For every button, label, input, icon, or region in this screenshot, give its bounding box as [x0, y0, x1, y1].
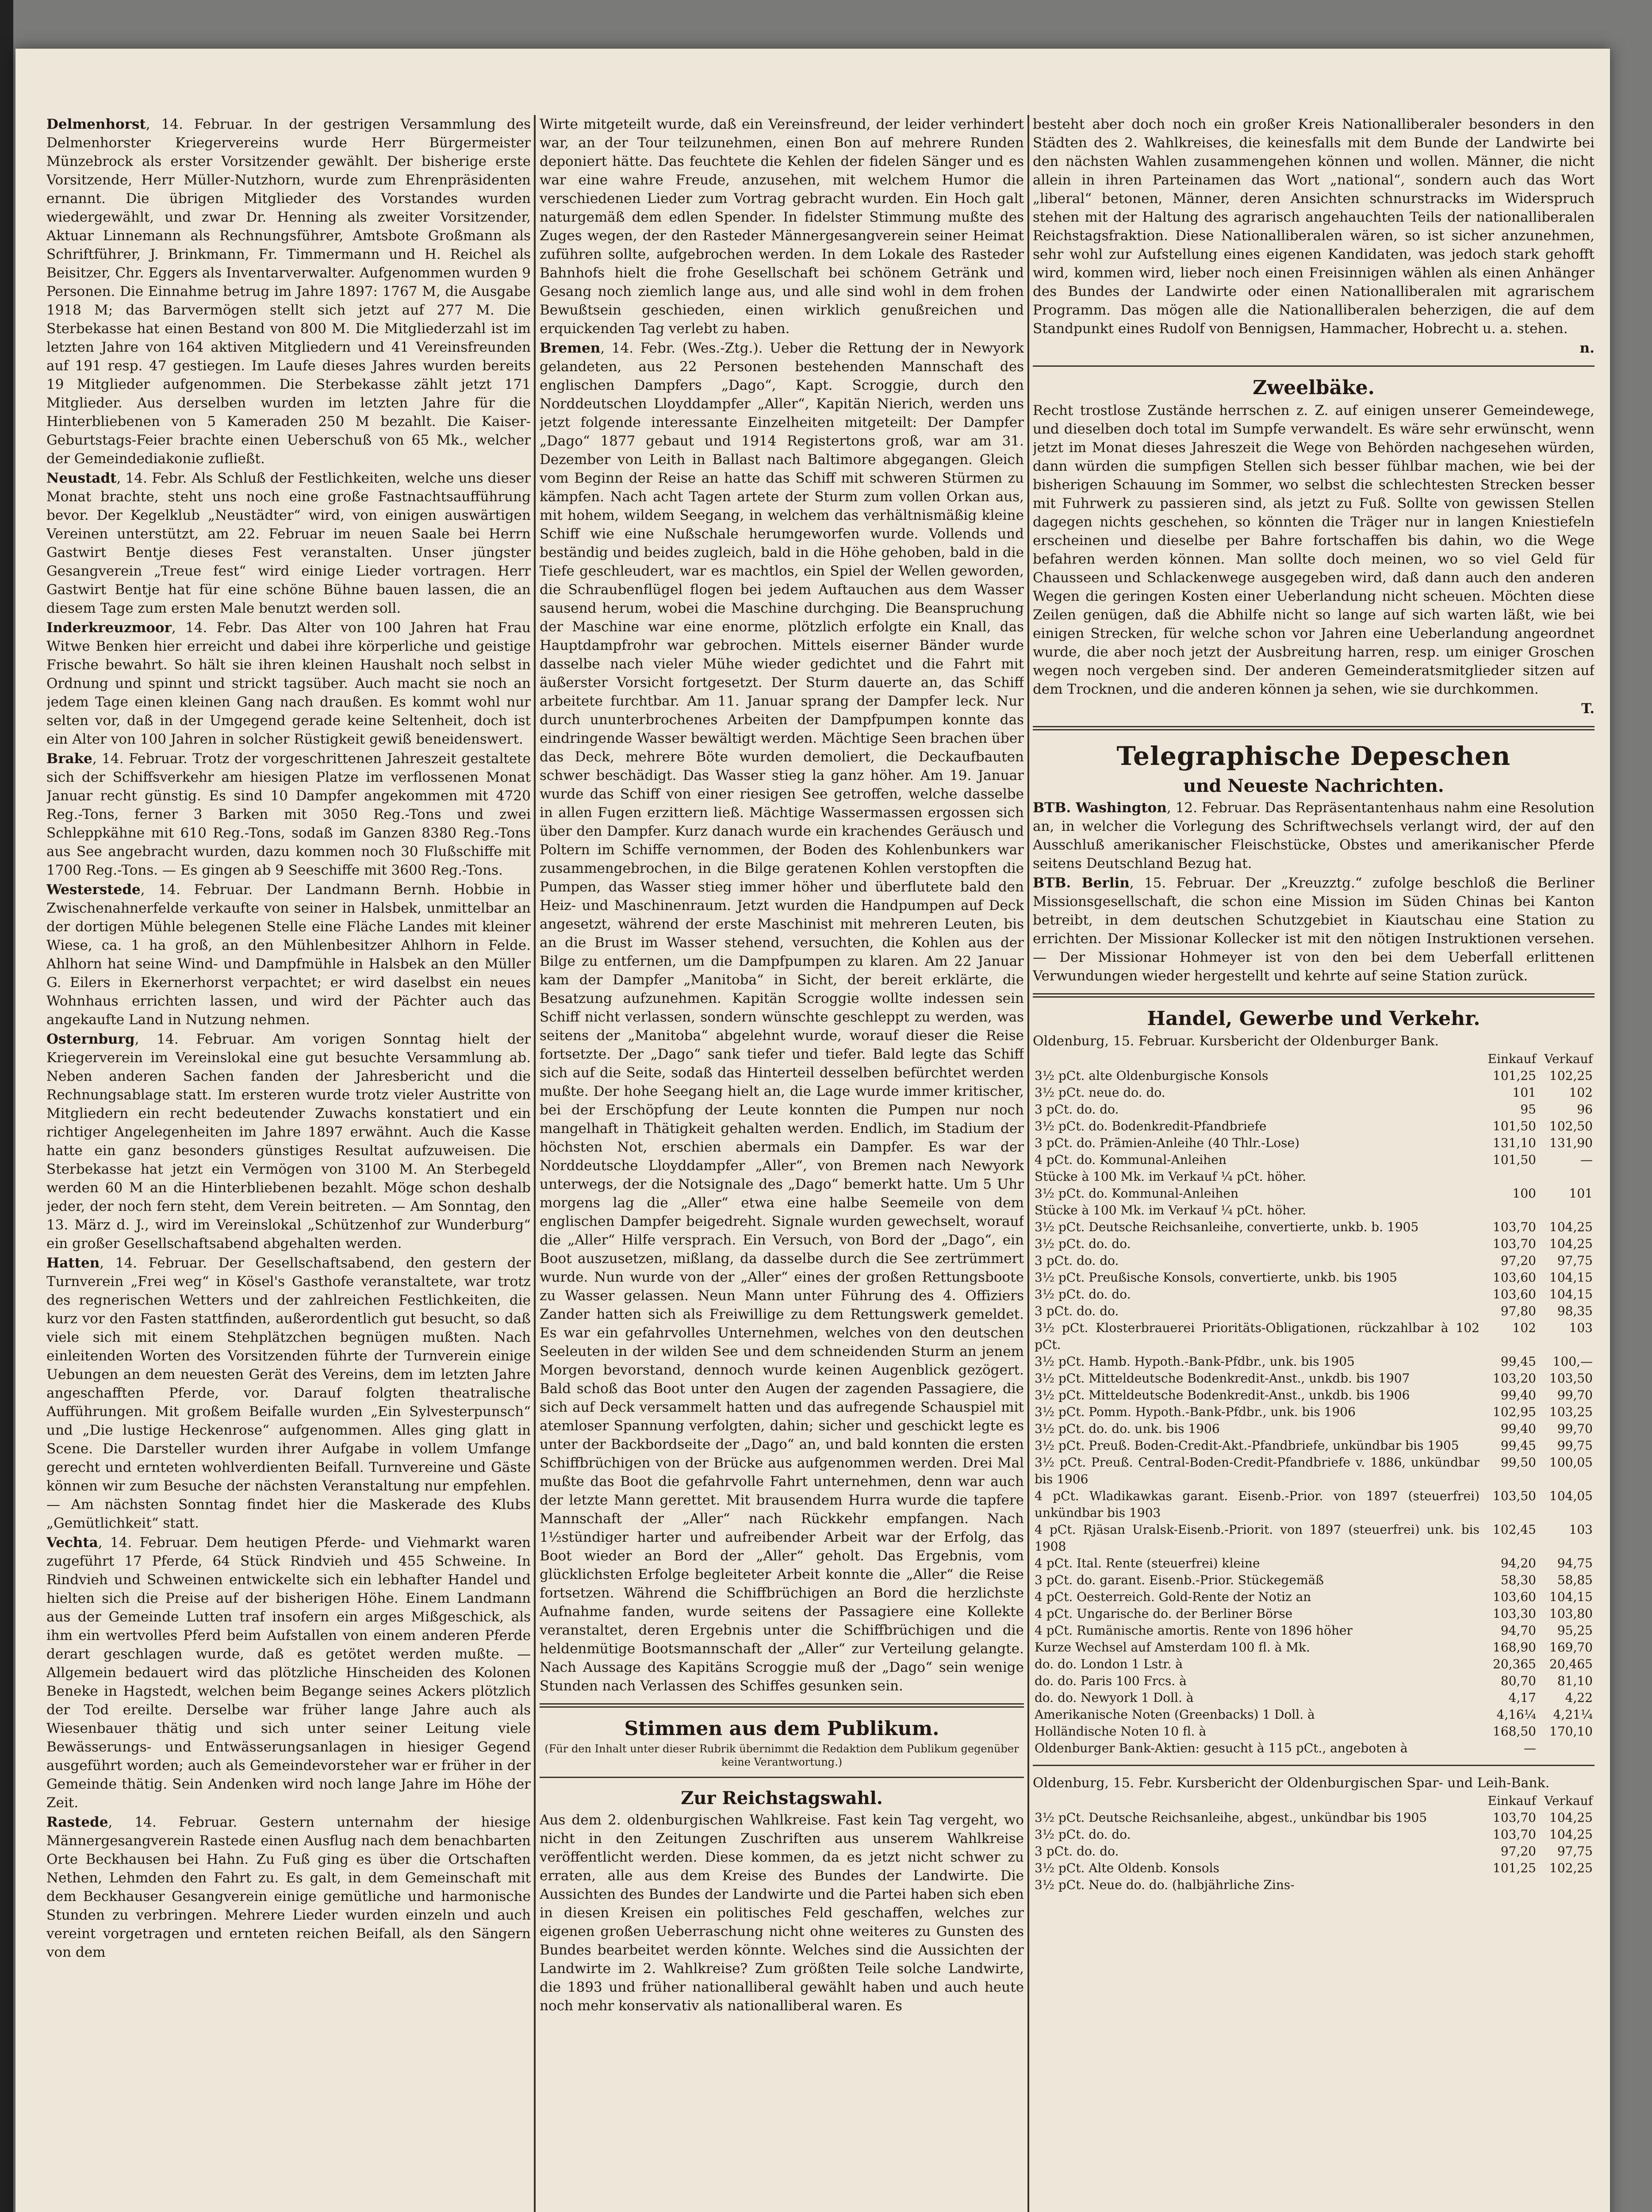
security-name: do. do. London 1 Lstr. à	[1035, 1657, 1183, 1671]
table-row	[1033, 1656, 1595, 1673]
sell-price	[1538, 1168, 1595, 1185]
sell-price: 169,70	[1549, 1640, 1593, 1655]
buy-price: 168,50	[1493, 1724, 1536, 1739]
buy-price: 100	[1512, 1186, 1536, 1201]
sell-price: 104,15	[1549, 1270, 1593, 1285]
security-name: 3½ pCt. do. Kommunal-Anleihen	[1035, 1186, 1239, 1201]
security-name: 4 pCt. Rumänische amortis. Rente von 1896 höher	[1035, 1623, 1353, 1638]
buy-price: 95	[1520, 1102, 1536, 1117]
sell-price: 104,15	[1549, 1590, 1593, 1604]
article-text: , 15. Februar. Der „Kreuzztg.“ zufolge beschloß die Berliner Missionsgesellschaft, die schon eine Mission im Süden Chinas bei Kanton betreibt, in dem deutschen Schutzgebiet in Kiautschau eine Station zu errichten. Der Missionar Kollecker ist mit den nötigen Instruktionen versehen. — Der Missionar Hohmeyer ist von den bei dem Ueberfall erlittenen Verwundungen wieder hergestellt und kehrte auf seine Station zurück.	[1033, 875, 1595, 984]
security-name: 3½ pCt. Klosterbrauerei Prioritäts-Obligationen, rückzahlbar à 102 pCt.	[1035, 1321, 1480, 1352]
buy-price: 94,20	[1500, 1556, 1536, 1571]
column-3	[1033, 115, 1595, 2212]
table-row	[1033, 1370, 1595, 1387]
section-divider	[1033, 993, 1595, 998]
table-row	[1033, 1673, 1595, 1690]
sell-price: 102,25	[1549, 1861, 1593, 1875]
column-1	[46, 115, 531, 2212]
table-header: Verkauf	[1544, 1793, 1593, 1808]
buy-price: 102	[1512, 1321, 1536, 1335]
table-row	[1033, 1219, 1595, 1236]
zweelbaeke-heading: Zweelbäke.	[1253, 376, 1375, 399]
article-text: , 12. Februar. Das Repräsentantenhaus nahm eine Resolution an, in welcher die Vorlegung des Schriftwechsels verlangt wird, der auf den Ausschluß amerikanischer Fleischstücke, Obstes und amerikanischer Pferde seitens Deutschland Bezug hat.	[1033, 800, 1595, 872]
buy-price: 101,50	[1493, 1119, 1536, 1133]
buy-price: 97,80	[1500, 1304, 1536, 1318]
reichstagswahl-continued: besteht aber doch noch ein großer Kreis Nationalliberaler besonders in den Städten des 2. Wahlkreises, die keinesfalls mit dem Bunde der Landwirte bei den nächsten Wahlen zusammengehen können und wollen. Männer, die nicht allein in ihren Parteinamen das Wort „national“, sondern auch das Wort „liberal“ betonen, Männer, deren Ansichten schnurstracks im Widerspruch stehen mit der Haltung des agrarisch angehauchten Teils der nationalliberalen Reichstagsfraktion. Diese Nationalliberalen wären, so ist sicher anzunehmen, sehr wohl zur Aufstellung eines eigenen Kandidaten, was jedoch stark gehofft wird, kommen wird, lieber noch einen Freisinnigen wählen als einen Anhänger des Bundes der Landwirte oder einen Nationalliberalen mit agrarischem Programm. Das mögen alle die Nationalliberalen beherzigen, die auf dem Standpunkt eines Rudolf von Bennigsen, Hammacher, Hobrecht u. a. stehen.	[1033, 116, 1595, 337]
article-text: , 14. Febr. Das Alter von 100 Jahren hat Frau Witwe Benken hier erreicht und dabei ihre körperliche und geistige Frische bewahrt. So hält sie ihren kleinen Haushalt noch selbst in Ordnung und spinnt und strickt tagsüber. Auch macht sie noch an jedem Tage einen kleinen Gang nach draußen. Es kommt wohl nur selten vor, daß in der Umgegend gerade keine Seltenheit, doch ist ein Alter von 100 Jahren in solcher Rüstigkeit gewiß beneidenswert.	[46, 620, 531, 747]
divider	[540, 1777, 1024, 1778]
news-article	[46, 749, 531, 879]
table-row	[1033, 1236, 1595, 1252]
article-place: BTB. Washington	[1033, 800, 1167, 816]
buy-price: 99,40	[1500, 1388, 1536, 1402]
news-article	[46, 1254, 531, 1532]
buy-price	[1481, 1168, 1538, 1185]
author-sign: n.	[1579, 340, 1595, 356]
buy-price: 101,25	[1493, 1068, 1536, 1083]
buy-price: 97,20	[1500, 1844, 1536, 1859]
telegraph-subheading: und Neueste Nachrichten.	[1183, 776, 1444, 796]
security-name: 3½ pCt. Preußische Konsols, convertierte, unkb. bis 1905	[1035, 1270, 1397, 1285]
sell-price: —	[1580, 1152, 1593, 1167]
table-row	[1033, 1843, 1595, 1860]
security-name: Stücke à 100 Mk. im Verkauf ¼ pCt. höher.	[1035, 1203, 1307, 1217]
table-row	[1033, 1454, 1595, 1488]
table-row	[1033, 1740, 1595, 1757]
article-place: Rastede	[46, 1814, 108, 1830]
buy-price: 102,95	[1493, 1405, 1536, 1419]
article-place: Osternburg	[46, 1031, 135, 1047]
buy-price	[1481, 1202, 1538, 1219]
table-row	[1033, 1555, 1595, 1572]
security-name: 3 pCt. do. do.	[1035, 1304, 1119, 1318]
sell-price: 102	[1569, 1085, 1593, 1100]
sell-price: 103	[1569, 1321, 1593, 1335]
table-header: Einkauf	[1487, 1793, 1536, 1808]
security-name: 3½ pCt. Neue do. do. (halbjährliche Zins-	[1035, 1878, 1295, 1892]
section-divider	[1033, 726, 1595, 730]
table-row	[1033, 1135, 1595, 1152]
sell-price: 99,75	[1557, 1438, 1593, 1453]
sell-price: 101	[1569, 1186, 1593, 1201]
sell-price: 102,50	[1549, 1119, 1593, 1133]
security-name: 3½ pCt. Deutsche Reichsanleihe, convertierte, unkb. b. 1905	[1035, 1220, 1419, 1234]
buy-price: 103,20	[1493, 1371, 1536, 1386]
telegraph-heading: Telegraphische Depeschen	[1116, 741, 1511, 771]
article-place: BTB. Berlin	[1033, 875, 1130, 891]
table-row	[1033, 1404, 1595, 1421]
security-name: 3½ pCt. neue do. do.	[1035, 1085, 1165, 1100]
stimmen-section	[540, 1716, 1024, 2015]
article-text: , 14. Februar. Trotz der vorgeschrittenen Jahreszeit gestaltete sich der Schiffsverkehr am hiesigen Platze im verflossenen Monat Januar recht günstig. Es sind 10 Dampfer angekommen mit 4720 Reg.-Tons, ferner 3 Barken mit 3050 Reg.-Tons und zwei Schleppkähne mit 610 Reg.-Tons, sodaß im Ganzen 8380 Reg.-Tons aus See angebracht wurden, dazu kommen noch 30 Flußschiffe mit 1700 Reg.-Tons. — Es gingen ab 9 Seeschiffe mit 3600 Reg.-Tons.	[46, 751, 531, 878]
author-sign: T.	[1581, 701, 1595, 717]
table-header-row	[1033, 1793, 1595, 1809]
table-row	[1033, 1589, 1595, 1605]
buy-price: 103,30	[1493, 1606, 1536, 1621]
news-article	[1033, 874, 1595, 985]
security-name: 3½ pCt. do. do.	[1035, 1287, 1131, 1302]
sell-price: 131,90	[1549, 1136, 1593, 1150]
security-name: 4 pCt. Wladikawkas garant. Eisenb.-Prior. von 1897 (steuerfrei) unkündbar bis 1903	[1035, 1489, 1480, 1520]
sell-price: 100,05	[1549, 1455, 1593, 1470]
table-row	[1033, 1152, 1595, 1168]
buy-price: 103,70	[1493, 1827, 1536, 1842]
kursbericht-table	[1033, 1051, 1595, 1757]
kursbericht-title: Oldenburg, 15. Februar. Kursbericht der Oldenburger Bank.	[1033, 1033, 1439, 1049]
column-rule	[1027, 115, 1029, 2212]
buy-price: 58,30	[1500, 1573, 1536, 1587]
security-name: 3½ pCt. do. do.	[1035, 1827, 1131, 1842]
security-name: 4 pCt. Rjäsan Uralsk-Eisenb.-Priorit. von 1897 (steuerfrei) unk. bis 1908	[1035, 1522, 1480, 1554]
article-text: , 14. Februar. Der Landmann Bernh. Hobbie in Zwischenahnerfelde verkaufte von seiner in Halsbek, unmittelbar an der dortigen Mühle belegenen Stelle eine Fläche Landes mit kleiner Wiese, ca. 1 ha groß, an den Mühlenbesitzer Ahlhorn in Felde. Ahlhorn hat seine Wind- und Dampfmühle in Halsbek an den Müller G. Eilers in Ekernerhorst verpachtet; er wird daselbst ein neues Wohnhaus errichten lassen, und wird der Pächter auch das angekaufte Land in Nutzung nehmen.	[46, 882, 531, 1028]
table-row	[1033, 1639, 1595, 1656]
sell-price: 104,05	[1549, 1489, 1593, 1503]
security-name: 3½ pCt. do. Bodenkredit-Pfandbriefe	[1035, 1119, 1267, 1133]
zweelbaeke-text: Recht trostlose Zustände herrschen z. Z. auf einigen unserer Gemeindewege, und dieselben doch total im Sumpfe verwandelt. Es wäre sehr erwünscht, wenn jetzt im Monat dieses Jahreszeit die Wege von Behörden nachgesehen würden, dann würden die sumpfigen Stellen sich besser fühlbar machen, wie bei der bisherigen Schauung im Sommer, wo selbst die schlechtesten Strecken besser mit Fuhrwerk zu passieren sind, als jetzt zu Fuß. Sollte von gewissen Stellen dagegen nichts geschehen, so könnten die Träger nur in langen Kniestiefeln erscheinen und dieselbe per Bahre fortschaffen bis dahin, wo die Wege befahren werden können. Man sollte doch meinen, wo so viel Geld für Chausseen und Schlackenwege ausgegeben wird, daß dann auch den anderen Wegen die geringen Kosten einer Ueberlandung nicht scheuen. Möchten diese Zeilen genügen, daß die Abhilfe nicht so lange auf sich warten läßt, wie bei einigen Strecken, für welche schon vor Jahren eine Ueberlandung angeordnet wurde, die aber noch jetzt der Ausbreitung harren, resp. um einiger Groschen wegen noch vergeben sind. Der anderen Gemeinderatsmitglieder sitzen auf dem Trocknen, und die anderen können ja sehen, wie sie durchkommen.	[1033, 403, 1595, 697]
table-row	[1033, 1252, 1595, 1269]
table-row	[1033, 1877, 1595, 1893]
buy-price	[1481, 1877, 1538, 1893]
table-row	[1033, 1488, 1595, 1521]
table-row	[1033, 1826, 1595, 1843]
buy-price: 103,70	[1493, 1237, 1536, 1251]
buy-price: 101,50	[1493, 1152, 1536, 1167]
sell-price: 4,21¼	[1553, 1707, 1593, 1722]
table-row	[1033, 1269, 1595, 1286]
news-article	[540, 339, 1024, 1695]
security-name: 3½ pCt. Hamb. Hypoth.-Bank-Pfdbr., unk. bis 1905	[1035, 1354, 1355, 1369]
table-row	[1033, 1068, 1595, 1084]
buy-price: 103,70	[1493, 1810, 1536, 1825]
kursbericht2-table	[1033, 1793, 1595, 1893]
kursbericht2-title: Oldenburg, 15. Febr. Kursbericht der Oldenburgischen Spar- und Leih-Bank.	[1033, 1775, 1550, 1791]
table-row	[1033, 1387, 1595, 1404]
table-row	[1033, 1353, 1595, 1370]
buy-price: 101	[1512, 1085, 1536, 1100]
table-row	[1033, 1437, 1595, 1454]
sell-price: 4,22	[1565, 1690, 1593, 1705]
table-row	[1033, 1286, 1595, 1303]
table-row	[1033, 1101, 1595, 1118]
security-name: do. do. Newyork 1 Doll. à	[1035, 1690, 1194, 1705]
sell-price: 104,25	[1549, 1220, 1593, 1234]
telegraph-items	[1033, 799, 1595, 985]
security-name: Oldenburger Bank-Aktien: gesucht à 115 pCt., angeboten à	[1035, 1741, 1408, 1755]
table-row	[1033, 1202, 1595, 1219]
security-name: 3½ pCt. Pomm. Hypoth.-Bank-Pfdbr., unk. bis 1906	[1035, 1405, 1356, 1419]
sell-price: 96	[1577, 1102, 1593, 1117]
sell-price: 20,465	[1549, 1657, 1593, 1671]
table-row	[1033, 1605, 1595, 1622]
article-text: , 14. Februar. Am vorigen Sonntag hielt der Kriegerverein im Vereinslokal eine gut besuchte Versammlung ab. Neben anderen Sachen fanden der Jahresbericht und die Rechnungsablage statt. Im ersteren wurde trotz vieler Austritte von Mitgliedern ein recht bedeutender Zuwachs konstatiert und ein richtiger Angelegenheiten im Jahre 1897 erwähnt. Auch die Kasse hatte ein ganz besonders günstiges Resultat aufzuweisen. Die Sterbekasse hat jetzt ein Vermögen von 3100 M. An Sterbegeld werden 60 M an die Hinterbliebenen bezahlt. Möge schon deshalb jeder, der noch fern steht, dem Verein beitreten. — Am Sonntag, den 13. März d. J., wird im Vereinslokal „Schützenhof zur Wunderburg“ ein großer Gesellschaftsabend abgehalten werden.	[46, 1031, 531, 1252]
table-row	[1033, 1706, 1595, 1723]
buy-price: 103,60	[1493, 1287, 1536, 1302]
article-place: Brake	[46, 751, 92, 767]
buy-price: 20,365	[1493, 1657, 1536, 1671]
table-row	[1033, 1809, 1595, 1826]
news-article	[46, 1030, 531, 1253]
buy-price: 4,17	[1508, 1690, 1536, 1705]
news-article	[46, 618, 531, 749]
sell-price: 103	[1569, 1522, 1593, 1537]
sell-price	[1538, 1877, 1595, 1893]
table-row	[1033, 1421, 1595, 1437]
sell-price: 94,75	[1557, 1556, 1593, 1571]
buy-price: 97,20	[1500, 1253, 1536, 1268]
security-name: 4 pCt. Oesterreich. Gold-Rente der Notiz an	[1035, 1590, 1311, 1604]
sell-price: 99,70	[1557, 1388, 1593, 1402]
article-text: Wirte mitgeteilt wurde, daß ein Vereinsfreund, der leider verhindert war, an der Tour teilzunehmen, einen Bon auf mehrere Runden deponiert hätte. Das feuchtete die Kehlen der fidelen Sänger und es war eine wahre Freude, anzusehen, mit welchem Humor die verschiedenen Lieder zum Vortrag gebracht wurden. Ein Hoch galt naturgemäß dem edlen Spender. In fidelster Stimmung mußte des Zuges wegen, der den Rasteder Männergesangverein seiner Heimat zuführen sollte, aufgebrochen werden. In dem Lokale des Rasteder Bahnhofs hielt die frohe Gesellschaft bei schönem Getränk und Gesang noch ziemlich lange aus, und alle sind wohl in dem frohen Bewußtsein geschieden, einen wirklich genußreichen und erquickenden Tag verlebt zu haben.	[540, 116, 1024, 337]
buy-price: 101,25	[1493, 1861, 1536, 1875]
article-text: , 14. Febr. (Wes.-Ztg.). Ueber die Rettung der in Newyork gelandeten, aus 22 Personen bestehenden Mannschaft des englischen Dampfers „Dago“, Kapt. Scroggie, durch den Norddeutschen Lloyddampfer „Aller“, Kapitän Nierich, werden uns jetzt folgende interessante Einzelheiten mitgeteilt: Der Dampfer „Dago“ 1877 gebaut und 1914 Registertons groß, war am 31. Dezember von Leith in Ballast nach Baltimore abgegangen. Gleich vom Beginn der Reise an hatte das Schiff mit schweren Stürmen zu kämpfen. Nach acht Tagen artete der Sturm zum vollen Orkan aus, mit hohem, wildem Seegang, in welchem das verhältnismäßig kleine Schiff wie eine Nußschale herumgeworfen wurde. Vollends und beständig und beides zugleich, bald in die Höhe gehoben, bald in die Tiefe geschleudert, war es machtlos, ein Spiel der Wellen geworden, die Schraubenflügel flogen bei jedem Auftauchen aus dem Wasser sausend herum, wobei die Maschine durchging. Die Beanspruchung der Maschine war eine enorme, plötzlich erfolgte ein Knall, das Hauptdampfrohr war gebrochen. Mittels eiserner Bänder wurde dasselbe nach vieler Mühe wieder gedichtet und die Fahrt mit äußerster Vorsicht fortgesetzt. Der Sturm dauerte an, das Schiff arbeitete furchtbar. Am 11. Januar sprang der Dampfer leck. Nur durch ununterbrochenes Arbeiten der Dampfpumpen konnte das eindringende Wasser bewältigt werden. Mächtige Seen brachen über das Deck, mehrere Böte wurden demoliert, die Deckaufbauten schwer beschädigt. Das Wasser stieg la ganz höher. Am 19. Januar wurde das Schiff von einer riesigen See getroffen, welche dasselbe in allen Fugen erzittern ließ. Mächtige Wassermassen ergossen sich über den Dampfer. Kurz danach wurde ein krachendes Geräusch und Poltern im Schiffe vernommen, der Boden des Kohlenbunkers war zusammengebrochen, in die Bilge geratenen Kohlen verstopften die Pumpen, das Wasser stieg immer höher und überflutete bald den Heiz- und Maschinenraum. Jetzt wurden die Handpumpen auf Deck angesetzt, während der erste Maschinist mit mehreren Leuten, bis an die Brust im Wasser stehend, versuchten, die Kohlen aus der Bilge zu entfernen, um die Dampfpumpen zu klaren. Am 22 Januar kam der Dampfer „Manitoba“ in Sicht, der bereit erklärte, die Besatzung aufzunehmen. Kapitän Scroggie wollte indessen sein Schiff nicht verlassen, sondern wünschte geschleppt zu werden, was seitens der „Manitoba“ abgelehnt wurde, worauf dieser die Reise fortsetzte. Der „Dago“ sank tiefer und tiefer. Bald legte das Schiff sich auf die Seite, sodaß das Hinterteil desselben befürchtet werden mußte. Der hohe Seegang hielt an, die Lage wurde immer kritischer, bei der Erschöpfung der Leute konnten die Pumpen nur noch mangelhaft in Thätigkeit gehalten werden. Endlich, im Stadium der höchsten Not, erschien abermals ein Dampfer. Es war der Norddeutsche Lloyddampfer „Aller“, von Bremen nach Newyork unterwegs, der die Notsignale des „Dago“ bemerkt hatte. Um 5 Uhr morgens lag die „Aller“ etwa eine halbe Seemeile von dem englischen Dampfer beigedreht. Signale wurden gewechselt, worauf die „Aller“ Hilfe versprach. Ein Versuch, von Bord der „Dago“, ein Boot auszusetzen, mißlang, da dasselbe durch die See zertrümmert wurde. Nun wurde von der „Aller“ eines der großen Rettungsboote zu Wasser gelassen. Neun Mann unter Führung des 4. Offiziers Zander hatten sich als Freiwillige zu dem Rettungswerk gemeldet. Es war ein gefahrvolles Unternehmen, welches von den deutschen Seeleuten in der wilden See und dem schneidenden Sturm an jenem Morgen bevorstand, dennoch wurde keinen Augenblick gezögert. Bald schoß das Boot unter den Augen der zagenden Passagiere, die sich auf Deck versammelt hatten und das aufregende Schauspiel mit atemloser Spannung verfolgten, dahin; sicher und geschickt legte es unter der Backbordseite der „Dago“ an, und bald konnten die ersten Schiffbrüchigen von der Brücke aus aufgenommen werden. Drei Mal mußte das Boot die gefahrvolle Fahrt unternehmen, denn war auch der letzte Mann gerettet. Mit brausendem Hurra wurde die tapfere Mannschaft der „Aller“ nach Rückkehr empfangen. Nach 1½stündiger harter und aufreibender Arbeit war der Erfolg, das Boot wieder an Bord der „Aller“ geholt. Das Ergebnis, vom glücklichsten Erfolge begleiteter Arbeit konnte die „Aller“ die Reise fortsetzen. Während die Schiffbrüchigen an Bord die herzlichste Aufnahme fanden, wurde seitens der Passagiere eine Kollekte veranstaltet, deren Ergebnis unter die Schiffbrüchigen und die heldenmütige Bootsmannschaft der „Aller“ zur Verteilung gelangte. Nach Aussage des Kapitäns Scroggie muß der „Dago“ sein wenige Stunden nach Verlassen des Schiffes gesunken sein.	[540, 340, 1024, 1694]
handel-heading: Handel, Gewerbe und Verkehr.	[1147, 1007, 1480, 1030]
table-row	[1033, 1860, 1595, 1877]
sell-price: 81,10	[1557, 1674, 1593, 1688]
sell-price: 95,25	[1557, 1623, 1593, 1638]
table-row	[1033, 1303, 1595, 1320]
table-header-row	[1033, 1051, 1595, 1068]
sell-price: 103,25	[1549, 1405, 1593, 1419]
security-name: Holländische Noten 10 fl. à	[1035, 1724, 1207, 1739]
article-text: , 14. Februar. Dem heutigen Pferde- und Viehmarkt waren zugeführt 17 Pferde, 64 Stück Rindvieh und 455 Schweine. In Rindvieh und Schweinen entwickelte sich ein lebhafter Handel und hielten sich die Preise auf der bisherigen Höhe. Einem Landmann aus der Gemeinde Lutten traf insofern ein arges Mißgeschick, als ihm ein wertvolles Pferd beim Aufstallen von einem anderen Pferde derart geschlagen wurde, daß es getötet werden mußte. — Allgemein bedauert wird das plötzliche Hinscheiden des Kolonen Beneke in Hagstedt, welchen beim Begange seines Ackers plötzlich der Tod ereilte. Derselbe war früher lange Jahre auch als Wiesenbauer thätig und sich unter seiner Leitung viele Bewässerungs- und Entwässerungsanlagen in hiesiger Gegend ausgeführt worden; auch als Gemeindevorsteher war er früher in der Gemeinde thätig. Sein Andenken wird noch lange Jahre im Höhe der Zeit.	[46, 1535, 531, 1811]
sell-price: 100,—	[1552, 1354, 1593, 1369]
sell-price: 104,25	[1549, 1237, 1593, 1251]
security-name: 3½ pCt. Alte Oldenb. Konsols	[1035, 1861, 1219, 1875]
article-place: Inderkreuzmoor	[46, 620, 172, 636]
table-row	[1033, 1690, 1595, 1706]
sell-price: 58,85	[1557, 1573, 1593, 1587]
table-row	[1033, 1084, 1595, 1101]
buy-price: 80,70	[1500, 1674, 1536, 1688]
column-2	[540, 115, 1024, 2212]
news-article	[1033, 799, 1595, 873]
buy-price: 103,70	[1493, 1220, 1536, 1234]
security-name: 3½ pCt. do. do.	[1035, 1237, 1131, 1251]
article-place: Delmenhorst	[46, 116, 146, 132]
buy-price: 4,16¼	[1496, 1707, 1536, 1722]
security-name: 3½ pCt. Mitteldeutsche Bodenkredit-Anst., unkdb. bis 1907	[1035, 1371, 1410, 1386]
newspaper-page	[15, 49, 1610, 2212]
security-name: 3½ pCt. do. do. unk. bis 1906	[1035, 1421, 1220, 1436]
security-name: 3 pCt. do. do.	[1035, 1102, 1119, 1117]
table-row	[1033, 1723, 1595, 1740]
sell-price: 104,25	[1549, 1827, 1593, 1842]
article-text: , 14. Februar. In der gestrigen Versammlung des Delmenhorster Kriegervereins wurde Herr Bürgermeister Münzebrock als erster Vorsitzender gewählt. Der bisherige erste Vorsitzende, Herr Müller-Nutzhorn, wurde zum Ehrenpräsidenten ernannt. Die übrigen Mitglieder des Vorstandes wurden wiedergewählt, und zwar Dr. Henning als zweiter Vorsitzender, Aktuar Linnemann als Rechnungsführer, Amtsbote Großmann als Schriftführer, J. Brinkmann, Fr. Timmermann und H. Reichel als Beisitzer, Chr. Eggers als Inventarverwalter. Aufgenommen wurden 9 Personen. Die Einnahme betrug im Jahre 1897: 1767 M, die Ausgabe 1918 M; das Barvermögen stellt sich jetzt auf 277 M. Die Sterbekasse hat einen Bestand von 800 M. Die Mitgliederzahl ist im letzten Jahre von 164 aktiven Mitgliedern und 41 Vereinsfreunden auf 191 resp. 47 gestiegen. Im Laufe dieses Jahres wurden bereits 19 Mitglieder aufgenommen. Die Sterbekasse zählt jetzt 171 Mitglieder. Aus derselben wurden im letzten Jahre für die Hinterbliebenen von 5 Kameraden 250 M bezahlt. Die Kaiser-Geburtstags-Feier brachte einen Ueberschuß von 65 Mk., welcher der Gemeindediakonie zufließt.	[46, 116, 531, 467]
table-header: Verkauf	[1544, 1052, 1593, 1066]
table-row	[1033, 1521, 1595, 1555]
sell-price: 103,50	[1549, 1371, 1593, 1386]
security-name: 4 pCt. do. Kommunal-Anleihen	[1035, 1152, 1227, 1167]
article-place: Vechta	[46, 1535, 98, 1551]
article-place: Bremen	[540, 340, 601, 356]
reichstagswahl-text: Aus dem 2. oldenburgischen Wahlkreise. Fast kein Tag vergeht, wo nicht in den Zeitungen Zuschriften aus unserem Wahlkreise veröffentlicht werden. Diese kommen, da es jetzt nicht schwer zu erraten, alle aus dem Kreise des Bundes der Landwirte. Die Aussichten des Bundes der Landwirte und die Partei haben sich eben in diesen Kreisen ein politisches Feld geschaffen, welches zur eigenen großen Ueberraschung nicht ohne weiteres zu Gunsten des Bundes bearbeitet werden könnte. Welches sind die Aussichten der Landwirte im 2. Wahlkreise? Zum größten Teile solche Landwirte, die 1893 und früher nationalliberal gewählt haben und auch heute noch mehr konservativ als nationalliberal waren. Es	[540, 1812, 1024, 2014]
security-name: Stücke à 100 Mk. im Verkauf ¼ pCt. höher.	[1035, 1169, 1307, 1184]
article-place: Hatten	[46, 1255, 100, 1271]
security-name: do. do. Paris 100 Frcs. à	[1035, 1674, 1187, 1688]
table-row	[1033, 1168, 1595, 1185]
security-name: 3 pCt. do. do.	[1035, 1844, 1119, 1859]
buy-price: 99,45	[1500, 1438, 1536, 1453]
security-name: 3 pCt. do. garant. Eisenb.-Prior. Stückegemäß	[1035, 1573, 1324, 1587]
section-divider	[540, 1703, 1024, 1708]
news-article	[46, 115, 531, 468]
security-name: 3½ pCt. Mitteldeutsche Bodenkredit-Anst., unkdb. bis 1906	[1035, 1388, 1410, 1402]
security-name: 3½ pCt. Preuß. Central-Boden-Credit-Pfandbriefe v. 1886, unkündbar bis 1906	[1035, 1455, 1480, 1486]
buy-price: 103,60	[1493, 1590, 1536, 1604]
news-article	[46, 1533, 531, 1812]
security-name: 3½ pCt. Deutsche Reichsanleihe, abgest., unkündbar bis 1905	[1035, 1810, 1427, 1825]
article-text: , 14. Februar. Gestern unternahm der hiesige Männergesangverein Rastede einen Ausflug nach dem benachbarten Orte Beckhausen bei Hahn. Zu Fuß ging es über die Ortschaften Nethen, Lehmden den Fahrt zu. Es galt, in dem Gemeinschaft mit dem Beckhauser Gesangverein einige gemütliche und harmonische Stunden zu verbringen. Mehrere Lieder wurden einzeln und auch vereint vorgetragen und ernteten reichen Beifall, als den Sängern von dem	[46, 1814, 531, 1960]
buy-price: 99,40	[1500, 1421, 1536, 1436]
scan-edge	[0, 0, 13, 2212]
table-row	[1033, 1622, 1595, 1639]
divider	[1033, 1765, 1595, 1766]
table-row	[1033, 1118, 1595, 1135]
sell-price: 99,70	[1557, 1421, 1593, 1436]
sell-price: 98,35	[1557, 1304, 1593, 1318]
security-name: 3 pCt. do. Prämien-Anleihe (40 Thlr.-Lose)	[1035, 1136, 1300, 1150]
news-article	[46, 880, 531, 1029]
security-name: 4 pCt. Ital. Rente (steuerfrei) kleine	[1035, 1556, 1260, 1571]
table-header	[1033, 1051, 1481, 1068]
table-header	[1033, 1793, 1481, 1809]
column-rule	[534, 115, 536, 2212]
buy-price: 99,50	[1500, 1455, 1536, 1470]
sell-price: 104,25	[1549, 1810, 1593, 1825]
sell-price: 170,10	[1549, 1724, 1593, 1739]
buy-price: 102,45	[1493, 1522, 1536, 1537]
reichstagswahl-heading: Zur Reichstagswahl.	[681, 1788, 883, 1809]
sell-price: 102,25	[1549, 1068, 1593, 1083]
security-name: 3 pCt. do. do.	[1035, 1253, 1119, 1268]
security-name: 3½ pCt. Preuß. Boden-Credit-Akt.-Pfandbriefe, unkündbar bis 1905	[1035, 1438, 1459, 1453]
buy-price: 168,90	[1493, 1640, 1536, 1655]
article-text: , 14. Februar. Der Gesellschaftsabend, den gestern der Turnverein „Frei weg“ in Kösel's Gasthofe veranstaltete, war trotz des regnerischen Wetters und der zahlreichen Festlichkeiten, die kurz vor den Fasten stattfinden, außerordentlich gut besucht, so daß viele sich mit einem Stehplätzchen begnügen mußten. Nach einleitenden Worten des Vorsitzenden führte der Turnverein einige Uebungen an dem neuesten Gerät des Vereins, dem im letzten Jahre angeschafften Pferde, vor. Darauf folgten theatralische Aufführungen. Mit großem Beifalle wurden „Ein Sylvesterpunsch“ und „Die lustige Heckenrose“ aufgenommen. Alles ging glatt in Scene. Die Darsteller wurden ihrer Aufgabe in vollem Umfange gerecht und ernteten wohlverdienten Beifall. Turnvereine und Gäste können wir zum Besuche der nächsten Veranstaltung nur empfehlen. — Am nächsten Sonntag findet hier die Maskerade des Klubs „Gemütlichkeit“ statt.	[46, 1255, 531, 1531]
divider	[1033, 365, 1595, 367]
sell-price	[1538, 1202, 1595, 1219]
table-row	[1033, 1320, 1595, 1353]
table-header: Einkauf	[1487, 1052, 1536, 1066]
article-text: , 14. Febr. Als Schluß der Festlichkeiten, welche uns dieser Monat brachte, steht uns noch eine große Fastnachtsaufführung bevor. Der Kegelklub „Neustädter“ wird, von einigen auswärtigen Vereinen unterstützt, am 22. Februar im neuen Saale bei Herrn Gastwirt Bentje dieses Fest veranstalten. Unser jüngster Gesangverein „Treue fest“ wird einige Lieder vortragen. Herr Gastwirt Bentje hat für eine schöne Bühne bauen lassen, die an diesem Tage zum ersten Male benutzt werden soll.	[46, 470, 531, 616]
buy-price: 94,70	[1500, 1623, 1536, 1638]
sell-price: 97,75	[1557, 1253, 1593, 1268]
buy-price: —	[1524, 1741, 1536, 1755]
sell-price	[1538, 1740, 1595, 1757]
sell-price: 104,15	[1549, 1287, 1593, 1302]
news-article	[46, 1813, 531, 1962]
stimmen-heading: Stimmen aus dem Publikum.	[624, 1717, 939, 1740]
security-name: Kurze Wechsel auf Amsterdam 100 fl. à Mk.	[1035, 1640, 1310, 1655]
table-row	[1033, 1572, 1595, 1589]
article-place: Neustadt	[46, 470, 117, 486]
sell-price: 97,75	[1557, 1844, 1593, 1859]
security-name: 4 pCt. Ungarische do. der Berliner Börse	[1035, 1606, 1293, 1621]
article-place: Westerstede	[46, 882, 141, 898]
stimmen-disclaimer: (Für den Inhalt unter dieser Rubrik übernimmt die Redaktion dem Publikum gegenüber keine Verantwortung.)	[544, 1743, 1019, 1768]
security-name: 3½ pCt. alte Oldenburgische Konsols	[1035, 1068, 1269, 1083]
sell-price: 103,80	[1549, 1606, 1593, 1621]
buy-price: 131,10	[1493, 1136, 1536, 1150]
buy-price: 103,50	[1493, 1489, 1536, 1503]
news-article	[46, 469, 531, 618]
security-name: Amerikanische Noten (Greenbacks) 1 Doll. à	[1035, 1707, 1315, 1722]
buy-price: 99,45	[1500, 1354, 1536, 1369]
buy-price: 103,60	[1493, 1270, 1536, 1285]
news-article	[540, 115, 1024, 338]
table-row	[1033, 1185, 1595, 1202]
